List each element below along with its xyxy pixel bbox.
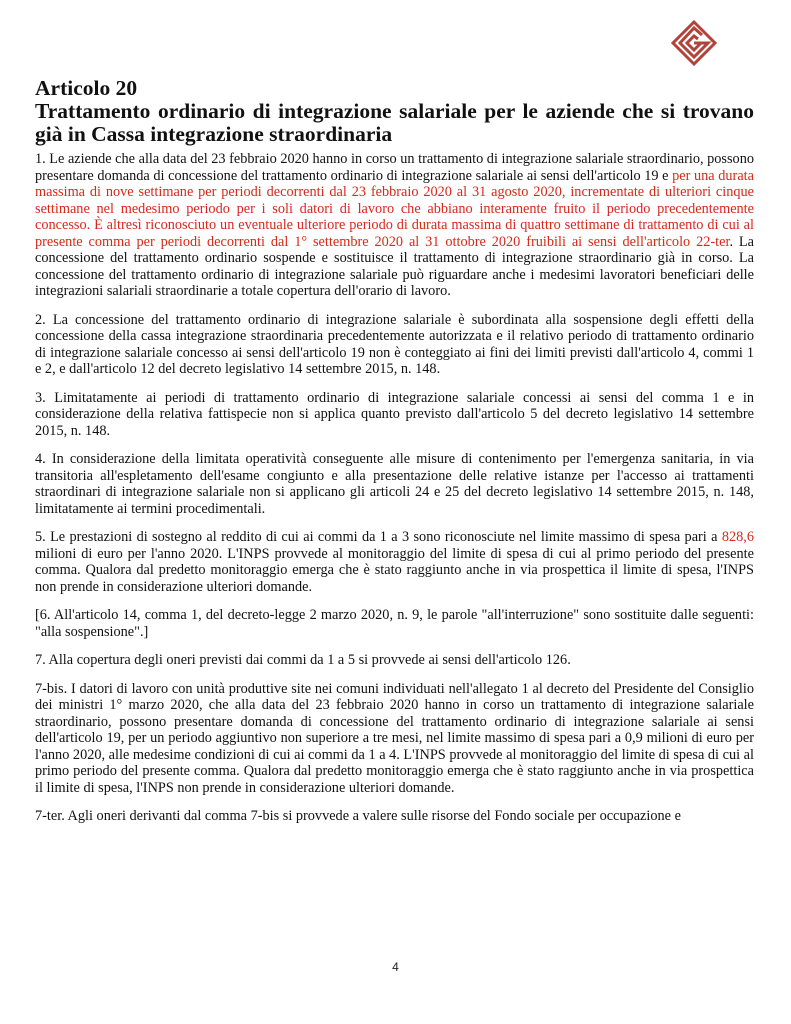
paragraph-1-amendment: per una durata massima di nove settimane per periodi decorrenti dal 23 febbraio 2020 al 31 agosto 2020, incrementate di ulteriori cinque settimane nel medesimo periodo per i soli datori di lavoro che abbiano interamente fruito il periodo precedentemente concesso. È altresì riconosciuto un eventuale ulteriore periodo di durata massima di quattro settimane di trattamento di cui al presente comma per periodi decorrenti dal 1° settembre 2020 al 31 ottobre 2020 fruibili ai sensi dell'articolo 22-ter [35, 167, 754, 250]
article-title: Trattamento ordinario di integrazione salariale per le aziende che si trovano già in Cassa integrazione straordinaria [35, 99, 754, 146]
paragraph-6: [6. All'articolo 14, comma 1, del decreto-legge 2 marzo 2020, n. 9, le parole "all'interruzione" sono sostituite dalle seguenti: "alla sospensione".] [35, 607, 754, 640]
paragraph-5 [35, 529, 754, 595]
paragraph-7: 7. Alla copertura degli oneri previsti dai commi da 1 a 5 si provvede ai sensi dell'articolo 126. [35, 652, 571, 668]
publisher-logo-icon [671, 20, 717, 66]
document-body [35, 77, 754, 837]
paragraph-5-text-b: milioni di euro per l'anno 2020. L'INPS provvede al monitoraggio del limite di spesa di cui al primo periodo del presente comma. Qualora dal predetto monitoraggio emerga che è stato raggiunto anche in via prospettica il limite di spesa, l'INPS non prende in considerazione ulteriori domande. [35, 545, 754, 595]
article-heading [35, 77, 754, 146]
paragraph-2: 2. La concessione del trattamento ordinario di integrazione salariale è subordinata alla sospensione degli effetti della concessione della cassa integrazione straordinaria precedentemente autorizzata e il relativo periodo di trattamento ordinario di integrazione salariale concesso ai sensi dell'articolo 19 non è conteggiato ai fini dei limiti previsti dall'articolo 4, commi 1 e 2, e dall'articolo 12 del decreto legislativo 14 settembre 2015, n. 148. [35, 311, 754, 377]
paragraph-3: 3. Limitatamente ai periodi di trattamento ordinario di integrazione salariale concessi ai sensi del comma 1 e in considerazione della relativa fattispecie non si applica quanto previsto dall'articolo 5 del decreto legislativo 14 settembre 2015, n. 148. [35, 389, 754, 439]
paragraph-7-bis: 7-bis. I datori di lavoro con unità produttive site nei comuni individuati nell'allegato 1 al decreto del Presidente del Consiglio dei ministri 1° marzo 2020, che alla data del 23 febbraio 2020 hanno in corso un trattamento di integrazione salariale straordinario, possono presentare domanda di concessione del trattamento ordinario di integrazione salariale ai sensi dell'articolo 19, per un periodo aggiuntivo non superiore a tre mesi, nel limite massimo di spesa pari a 0,9 milioni di euro per l'anno 2020, alle medesime condizioni di cui ai commi da 1 a 4. L'INPS provvede al monitoraggio del limite di spesa di cui al primo periodo del presente comma. Qualora dal predetto monitoraggio emerga che è stato raggiunto anche in via prospettica il limite di spesa, l'INPS non prende in considerazione ulteriori domande. [35, 680, 754, 796]
paragraph-4: 4. In considerazione della limitata operatività conseguente alle misure di contenimento per l'emergenza sanitaria, in via transitoria all'espletamento dell'esame congiunto e alla presentazione delle relative istanze per l'accesso ai trattamenti straordinari di integrazione salariale non si applicano gli articoli 24 e 25 del decreto legislativo 14 settembre 2015, n. 148, limitatamente ai termini procedimentali. [35, 451, 754, 517]
paragraph-5-amendment: 828,6 [721, 529, 754, 545]
paragraph-1-text-a: 1. Le aziende che alla data del 23 febbraio 2020 hanno in corso un trattamento di integrazione salariale straordinario, possono presentare domanda di concessione del trattamento ordinario di integrazione salariale ai sensi dell'articolo 19 e [35, 151, 754, 184]
page-number: 4 [392, 960, 399, 974]
paragraph-1-text-b: . La concessione del trattamento ordinario sospende e sostituisce il trattamento di integrazione straordinario già in corso. La concessione del trattamento ordinario di integrazione salariale può riguardare anche i medesimi lavoratori beneficiari delle integrazioni salariali straordinarie a totale copertura dell'orario di lavoro. [35, 233, 754, 299]
paragraph-7-ter: 7-ter. Agli oneri derivanti dal comma 7-bis si provvede a valere sulle risorse del Fondo sociale per occupazione e [35, 808, 681, 824]
paragraph-1 [35, 151, 754, 300]
article-number: Articolo 20 [35, 76, 138, 100]
paragraph-5-text-a: 5. Le prestazioni di sostegno al reddito di cui ai commi da 1 a 3 sono riconosciute nel limite massimo di spesa pari a [35, 529, 722, 545]
